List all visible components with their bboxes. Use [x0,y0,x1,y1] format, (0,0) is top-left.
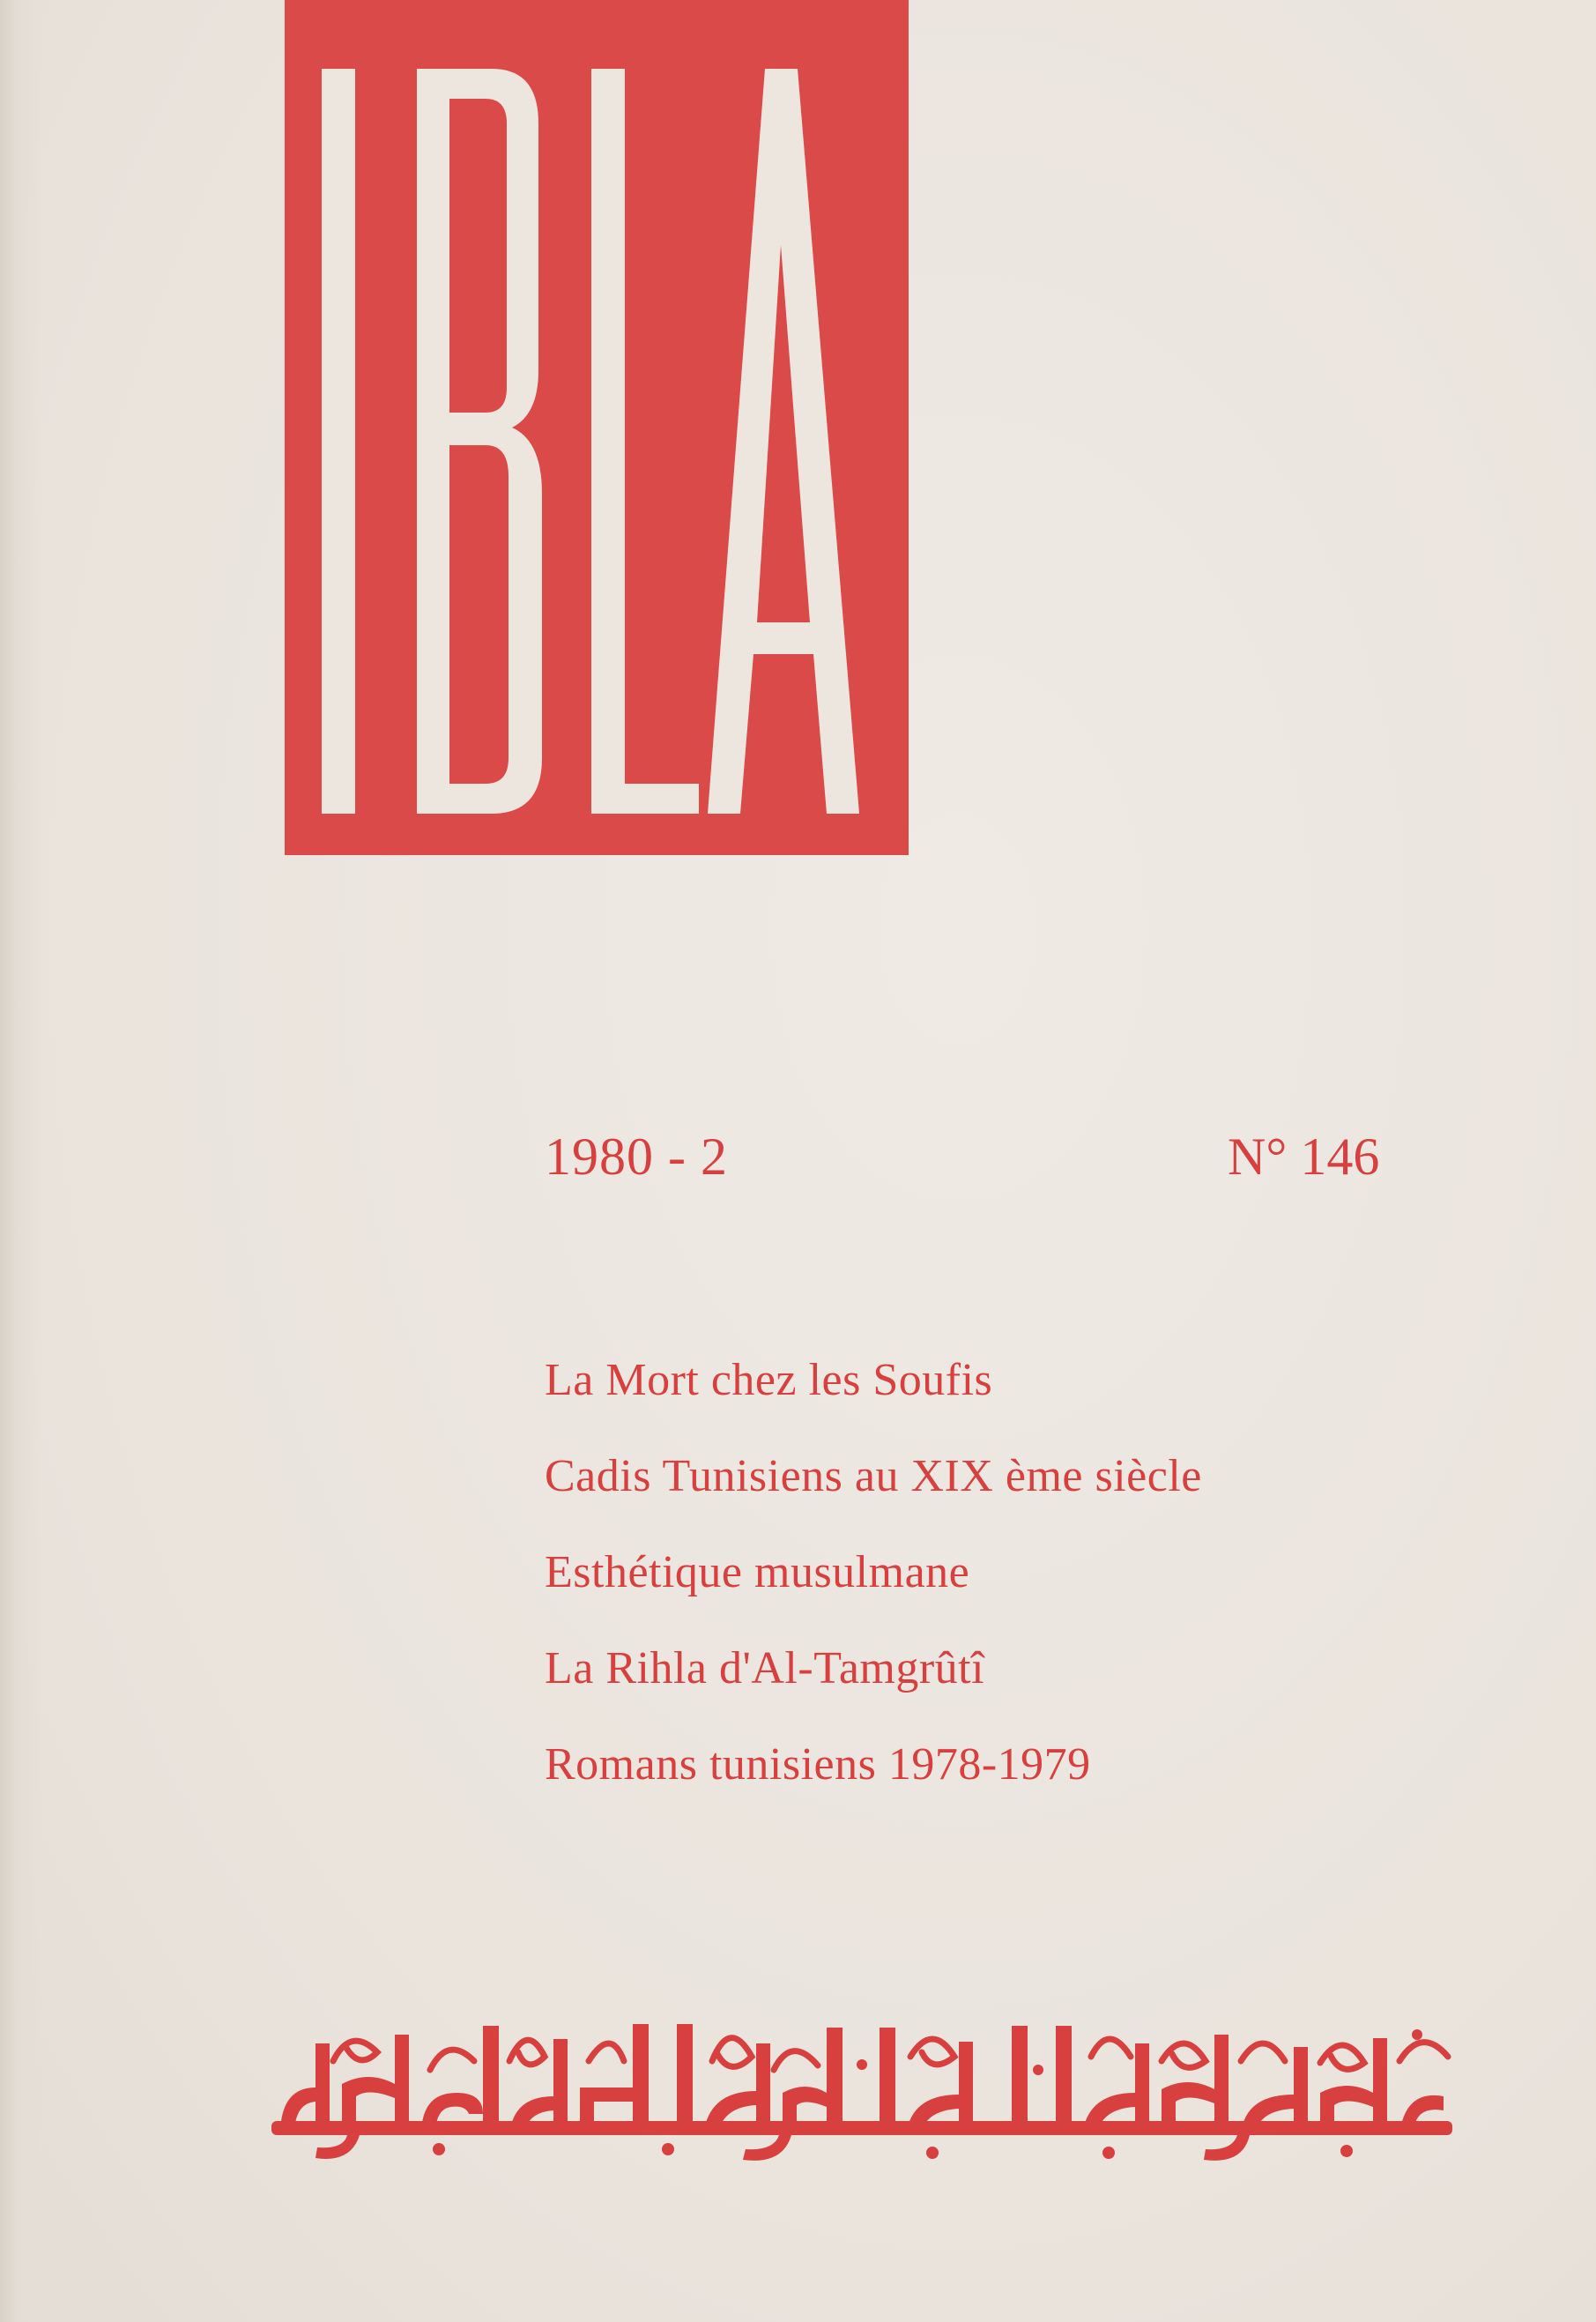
masthead-block [285,0,909,855]
arabic-calligraphy-band [263,2008,1459,2167]
masthead-title-logo [285,0,909,855]
contents-item: Romans tunisiens 1978-1979 [545,1739,1091,1790]
contents-item: La Rihla d'Al-Tamgrûtî [545,1643,985,1693]
contents-item: Cadis Tunisiens au XIX ème siècle [545,1451,1202,1501]
logo-letter-i [322,69,355,814]
contents-item: Esthétique musulmane [545,1547,970,1597]
issue-number: N° 146 [1228,1128,1380,1186]
calligraphy-artwork [263,2008,1459,2167]
logo-letter-b [417,69,542,814]
contents-list [545,1349,1202,1829]
logo-letter-a [708,69,859,814]
issue-date: 1980 - 2 [545,1128,728,1186]
contents-item: La Mort chez les Soufis [545,1355,993,1405]
logo-letter-l [591,69,699,814]
spine-shadow [0,0,42,2322]
